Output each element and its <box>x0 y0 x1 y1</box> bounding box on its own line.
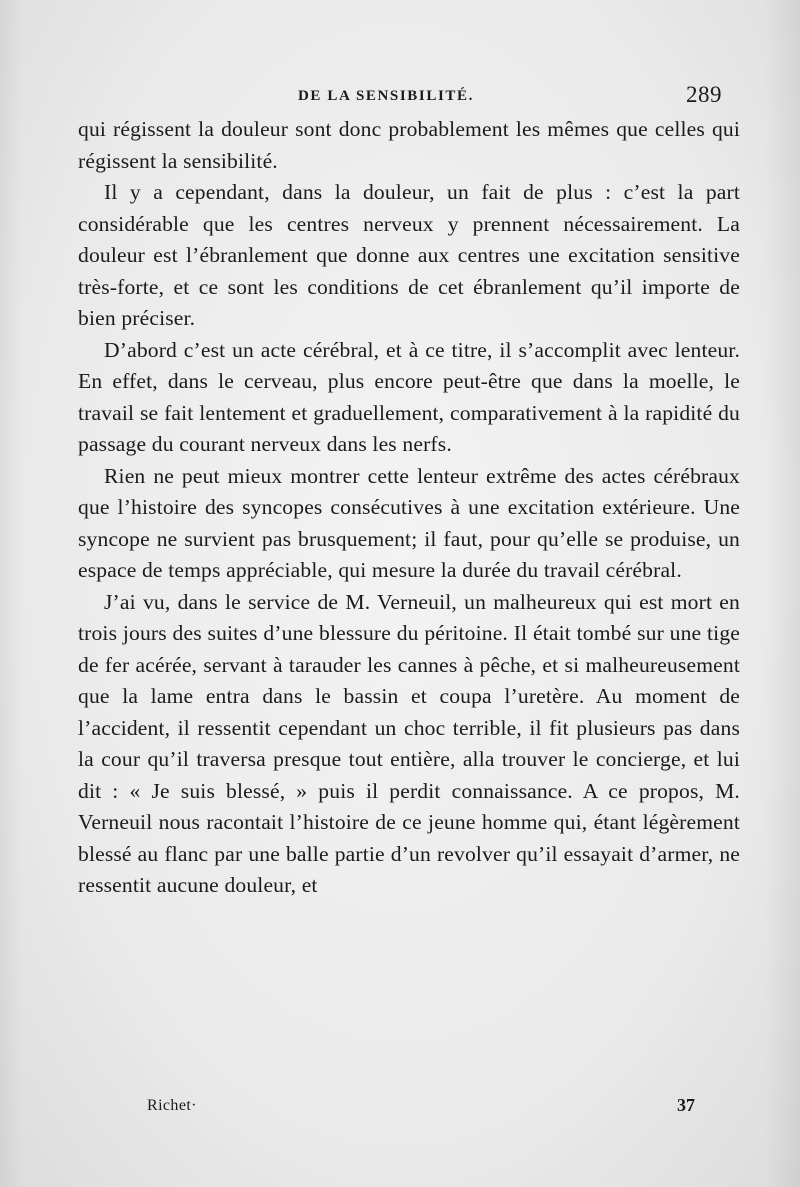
paragraph-continuation: qui régissent la douleur sont donc probablement les mêmes que celles qui régissent la sensibilité. <box>78 117 740 173</box>
paragraph-verneuil: J’ai vu, dans le service de M. Verneuil, un malheureux qui est mort en trois jours des suites d’une blessure du péritoine. Il était tombé sur une tige de fer acérée, servant à tarauder les cannes à pêche, et si malheureusement que la lame entra dans le bassin et coupa l’uretère. Au moment de l’accident, il ressentit cependant un choc terrible, il fit plusieurs pas dans la cour qu’il traversa presque tout entière, alla trouver le concierge, et lui dit : « Je suis blessé, » puis il perdit connaissance. A ce propos, M. Verneuil nous racontait l’histoire de ce jeune homme qui, étant légèrement blessé au flanc par une balle partie d’un revolver qu’il essayait d’armer, ne ressentit aucune douleur, et <box>78 589 740 897</box>
paragraph-centres-nerveux: Il y a cependant, dans la douleur, un fait de plus : c’est la part considérable que les centres nerveux y prennent nécessairement. La douleur est l’ébranlement que donne aux centres une excitation sensitive très-forte, et ce sont les conditions de cet ébranlement qu’il importe de bien préciser. <box>78 180 740 330</box>
paragraph-syncopes: Rien ne peut mieux montrer cette lenteur extrême des actes cérébraux que l’histoire des syncopes consécutives à une excitation extérieure. Une syncope ne survient pas brusquement; il faut, pour qu’elle se produise, un espace de temps appréciable, qui mesure la durée du travail cérébral. <box>78 463 740 582</box>
page-left-shadow <box>0 0 22 1187</box>
body-text <box>78 114 740 902</box>
page-right-shadow <box>764 0 800 1187</box>
running-title: DE LA SENSIBILITÉ. <box>298 88 474 104</box>
page-number: 289 <box>686 82 722 107</box>
page-footer <box>0 1093 800 1123</box>
paragraph-acte-cerebral: D’abord c’est un acte cérébral, et à ce titre, il s’accomplit avec lenteur. En effet, dans le cerveau, plus encore peut-être que dans la moelle, le travail se fait lentement et graduellement, comparativement à la rapidité du passage du courant nerveux dans les nerfs. <box>78 337 740 456</box>
running-header <box>0 84 800 114</box>
sheet-signature-number: 37 <box>677 1095 695 1115</box>
printer-signature: Richet· <box>147 1097 197 1114</box>
